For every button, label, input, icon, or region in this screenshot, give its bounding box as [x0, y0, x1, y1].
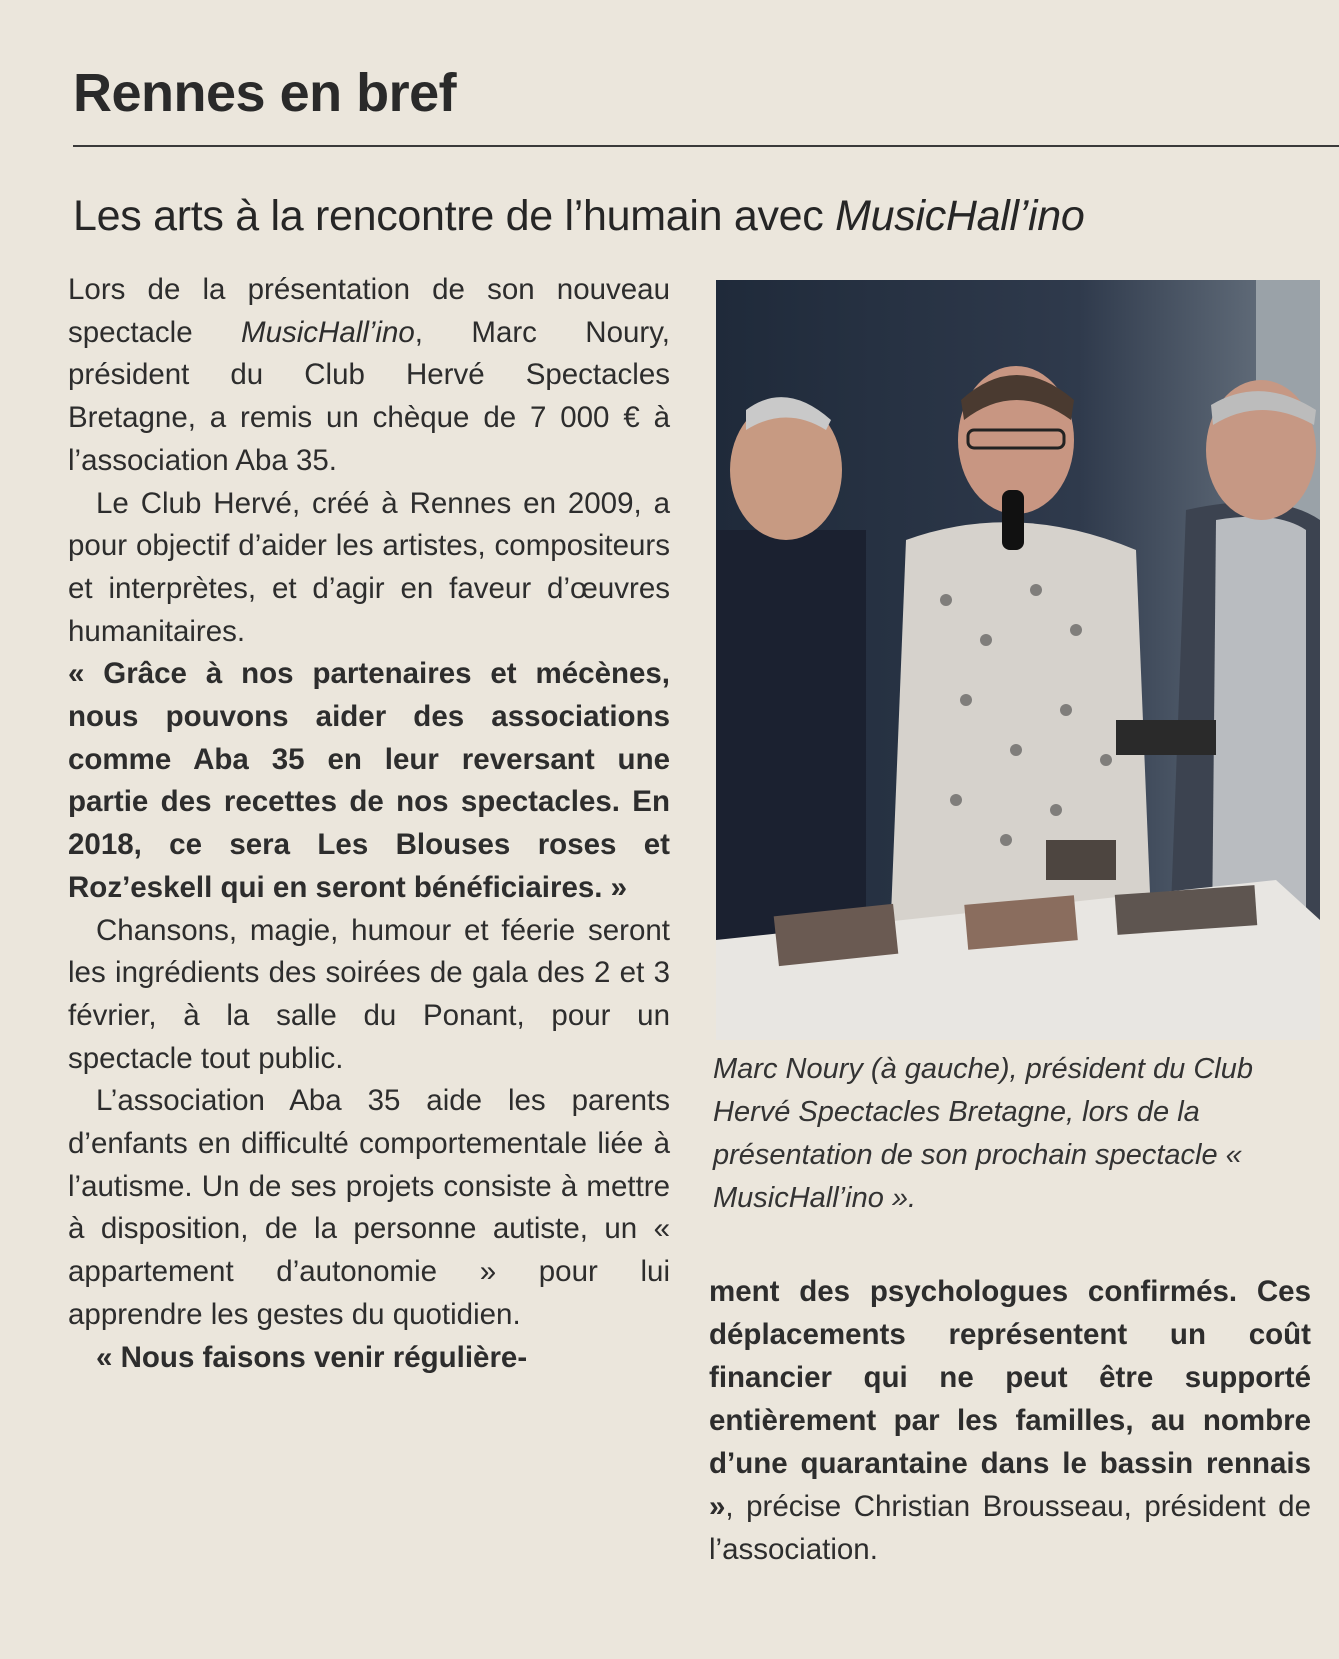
article-headline [73, 193, 1339, 240]
intro-text-b: , Marc Noury, président du Club Hervé Spectacles Bretagne, a remis un chèque de 7 000 € à l’association Aba 35. [68, 315, 671, 477]
headline-text: Les arts à la rencontre de l’humain avec [73, 192, 836, 240]
section-rule [73, 145, 1339, 147]
intro-show-title: MusicHall’ino [241, 315, 415, 349]
quote-association-start: « Nous faisons venir régulière- [96, 1340, 528, 1374]
quote-association-end-text: ment des psychologues confirmés. Ces déplacements représentent un coût financier qui ne peut être supporté entièrement par les familles, au nombre d’une quarantaine dans le bassin rennais » [709, 1275, 1311, 1523]
headline-italic: MusicHall’ino [835, 192, 1085, 240]
article-column-left [68, 269, 670, 1379]
photo-caption: Marc Noury (à gauche), président du Club Hervé Spectacles Bretagne, lors de la présentation de son prochain spectacle « MusicHall’ino ». [713, 1053, 1253, 1214]
paragraph-club: Le Club Hervé, créé à Rennes en 2009, a pour objectif d’aider les artistes, compositeurs et interprètes, et d’agir en faveur d’œuvres humanitaires. [68, 486, 670, 648]
quote-president: « Grâce à nos partenaires et mécènes, nous pouvons aider des associations comme Aba 35 en leur reversant une partie des recettes de nos spectacles. En 2018, ce sera Les Blouses roses et Roz’eskell qui en seront bénéficiaires. » [68, 657, 670, 904]
section-title: Rennes en bref [73, 63, 457, 123]
paragraph-association: L’association Aba 35 aide les parents d’enfants en difficulté comportementale liée à l’autisme. Un de ses projets consiste à mettre à disposition, de la personne autiste, un « appartement d’autonomie » pour lui apprendre les gestes du quotidien. [68, 1084, 670, 1331]
paragraph-intro [68, 269, 670, 483]
quote-association-end [709, 1270, 1311, 1571]
article-column-right [709, 1270, 1311, 1571]
intro-text-a: Lors de la présentation de son nouveau spectacle [68, 273, 670, 349]
article-photo [716, 280, 1320, 1040]
paragraph-gala: Chansons, magie, humour et féerie seront les ingrédients des soirées de gala des 2 et 3 février, à la salle du Ponant, pour un spectacle tout public. [68, 913, 670, 1075]
photo-illustration [716, 280, 1320, 1040]
quote-attribution: , précise Christian Brousseau, président de l’association. [709, 1490, 1311, 1566]
